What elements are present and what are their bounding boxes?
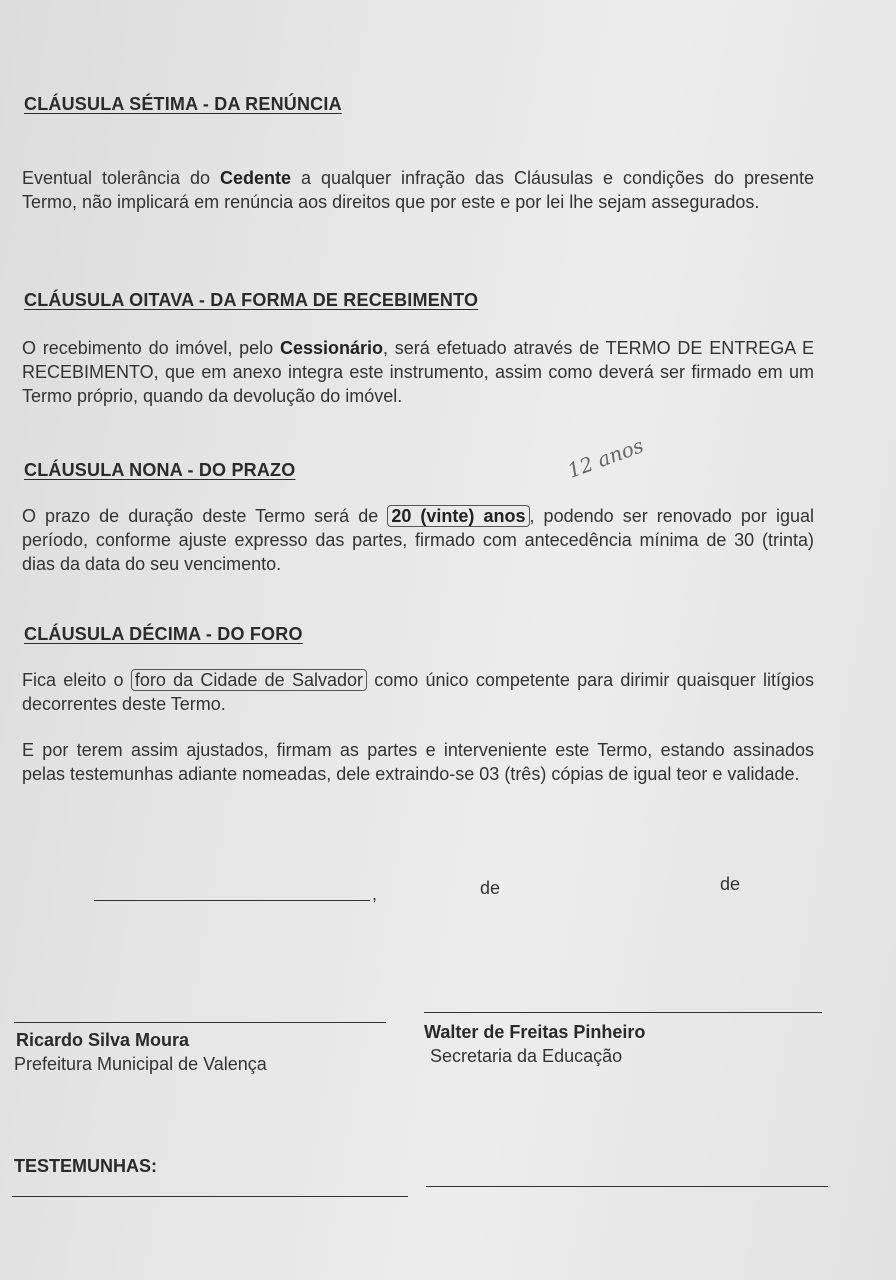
- right-signatory-name: Walter de Freitas Pinheiro: [424, 1022, 646, 1042]
- clause-8-text-part-2: , será efetuado através de TERMO DE ENTREGA E RECEBIMENTO, que em anexo integra este instrumento, assim como deverá ser firmado em um Termo próprio, quando da devolução do imóvel.: [22, 338, 814, 406]
- witnesses-label: TESTEMUNHAS:: [14, 1156, 157, 1176]
- clause-10-text-part-1: Fica eleito o: [22, 670, 131, 690]
- witness-2-line: [426, 1186, 828, 1187]
- handwritten-note: 12 anos: [564, 433, 647, 483]
- date-de-1: de: [480, 878, 501, 898]
- clause-10-heading: CLÁUSULA DÉCIMA - DO FORO: [24, 624, 303, 644]
- clause-10-text-part-2: como único competente para dirimir quaisquer litígios decorrentes deste Termo.: [22, 670, 814, 714]
- date-de-2: de: [720, 874, 741, 894]
- closing-text: E por terem assim ajustados, firmam as partes e interveniente este Termo, estando assinados pelas testemunhas adiante nomeadas, dele extraindo-se 03 (três) cópias de igual teor e validade.: [22, 740, 814, 784]
- right-signatory-role: Secretaria da Educação: [430, 1046, 623, 1066]
- left-signatory-role: Prefeitura Municipal de Valença: [14, 1054, 267, 1074]
- date-comma: ,: [372, 884, 378, 904]
- clause-8-text: [22, 336, 814, 408]
- place-line: [94, 900, 370, 901]
- clause-9-text-part-2: , podendo ser renovado por igual período, conforme ajuste expresso das partes, firmado com antecedência mínima de 30 (trinta) dias da data do seu vencimento.: [22, 506, 814, 574]
- clause-7-heading: CLÁUSULA SÉTIMA - DA RENÚNCIA: [24, 94, 342, 114]
- cedente-term: Cedente: [220, 168, 292, 188]
- term-duration-boxed: 20 (vinte) anos: [387, 505, 529, 527]
- cessionario-term: Cessionário: [279, 338, 384, 358]
- clause-9-text: [22, 504, 814, 576]
- clause-7-text-part-2: a qualquer infração das Cláusulas e condições do presente Termo, não implicará em renúncia aos direitos que por este e por lei lhe sejam assegurados.: [22, 168, 815, 212]
- clause-9-heading: CLÁUSULA NONA - DO PRAZO: [24, 460, 296, 480]
- clause-9-text-part-1: O prazo de duração deste Termo será de: [22, 506, 388, 526]
- left-signature-line: [14, 1022, 386, 1023]
- clause-10-text: [22, 668, 814, 716]
- clause-7-text: [22, 166, 814, 214]
- witness-1-line: [12, 1196, 408, 1197]
- clause-7-text-part-1: Eventual tolerância do: [22, 168, 221, 188]
- clause-8-text-part-1: O recebimento do imóvel, pelo: [22, 338, 280, 358]
- clause-8-heading: CLÁUSULA OITAVA - DA FORMA DE RECEBIMENTO: [24, 290, 479, 310]
- left-signatory-name: Ricardo Silva Moura: [16, 1030, 190, 1050]
- forum-boxed: foro da Cidade de Salvador: [131, 669, 367, 691]
- right-signature-line: [424, 1012, 822, 1013]
